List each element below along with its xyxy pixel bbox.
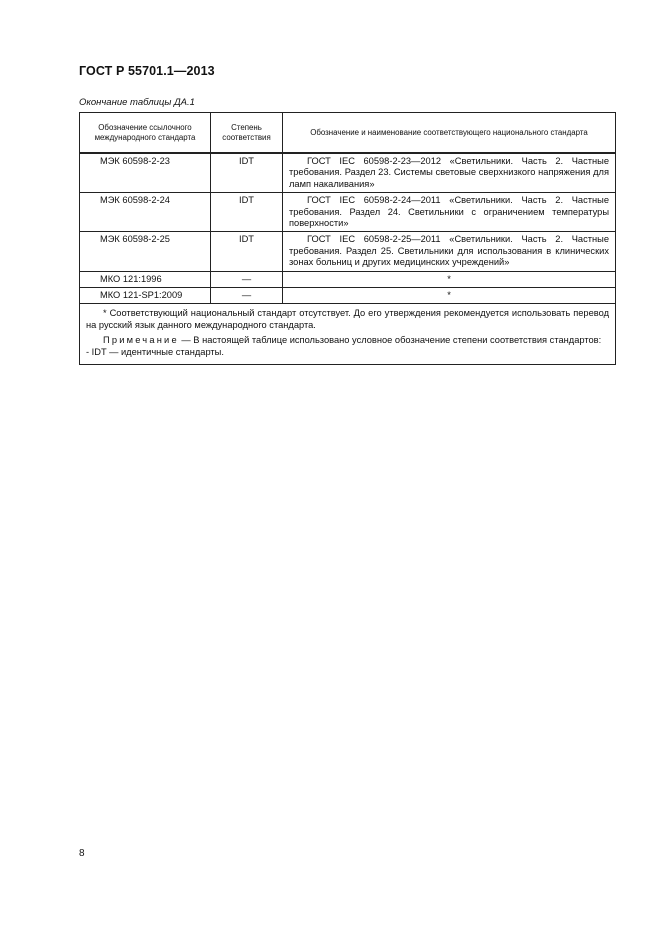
table-row [80, 288, 616, 304]
note-text: — В настоящей таблице использовано условное обозначение степени соответствия стандартов: [181, 335, 602, 346]
cell-standard: МКО 121-SP1:2009 [80, 288, 211, 304]
correspondence-table [79, 112, 616, 365]
note-item: - IDT — идентичные стандарты. [86, 346, 224, 357]
table-row [80, 271, 616, 287]
cell-degree: — [211, 288, 283, 304]
notes-row [80, 304, 616, 365]
cell-national [283, 193, 616, 232]
page-number: 8 [79, 848, 85, 859]
cell-standard: МЭК 60598-2-23 [80, 153, 211, 193]
column-header-national: Обозначение и наименование соответствующего национального стандарта [283, 113, 616, 154]
table-row [80, 153, 616, 193]
note-label: Примечание [103, 335, 179, 346]
cell-national [283, 153, 616, 193]
footnote: * Соответствующий национальный стандарт отсутствует. До его утверждения рекомендуется использовать перевод на русский язык данного международного стандарта. [86, 308, 609, 330]
cell-standard: МЭК 60598-2-25 [80, 232, 211, 271]
column-header-standard: Обозначение ссылочного международного стандарта [80, 113, 211, 154]
cell-degree: — [211, 271, 283, 287]
national-standard-text: ГОСТ IEC 60598-2-24—2011 «Светильники. Часть 2. Частные требования. Раздел 24. Светильники с ограничением температуры поверхности» [289, 195, 609, 229]
cell-degree: IDT [211, 232, 283, 271]
cell-national: * [283, 271, 616, 287]
table-row [80, 193, 616, 232]
document-number: ГОСТ Р 55701.1—2013 [79, 64, 215, 78]
national-standard-text: ГОСТ IEC 60598-2-23—2012 «Светильники. Часть 2. Частные требования. Раздел 23. Системы световые сверхнизкого напряжения для ламп накаливания» [289, 156, 609, 189]
note [86, 335, 609, 346]
cell-degree: IDT [211, 193, 283, 232]
table-notes [80, 304, 616, 365]
table-caption: Окончание таблицы ДА.1 [79, 97, 195, 108]
table-header-row [80, 113, 616, 154]
cell-standard: МКО 121:1996 [80, 271, 211, 287]
table-row [80, 232, 616, 271]
cell-degree: IDT [211, 153, 283, 193]
national-standard-text: ГОСТ IEC 60598-2-25—2011 «Светильники. Часть 2. Частные требования. Раздел 25. Светильники для использования в клинических зонах больниц и других медицинских учреждений» [289, 234, 609, 268]
cell-national [283, 232, 616, 271]
cell-standard: МЭК 60598-2-24 [80, 193, 211, 232]
column-header-degree: Степень соответствия [211, 113, 283, 154]
cell-national: * [283, 288, 616, 304]
